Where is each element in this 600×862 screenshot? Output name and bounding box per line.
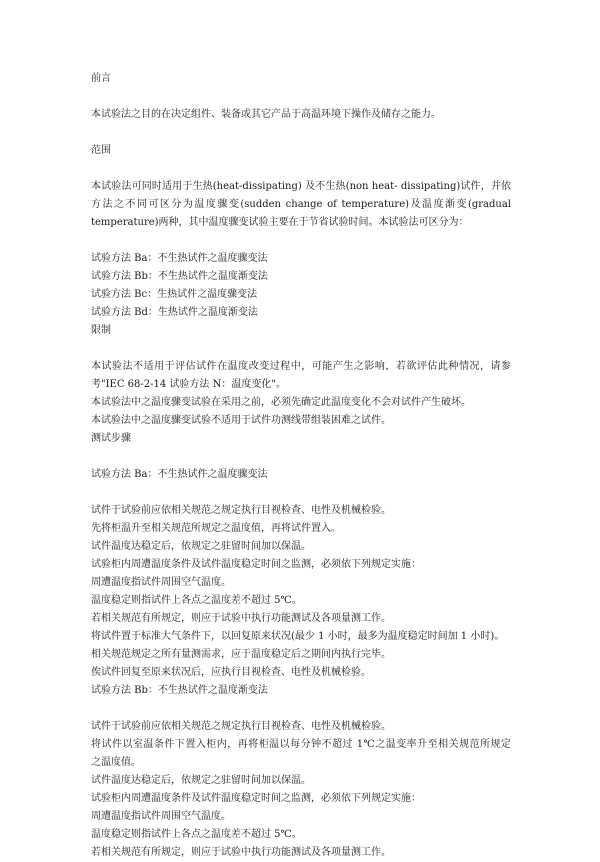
heading-steps: 测试步骤 bbox=[91, 433, 131, 444]
heading-preface: 前言 bbox=[91, 73, 111, 84]
document-page bbox=[91, 70, 511, 862]
step-line: 试件于试验前应依相关规范之规定执行目视检查、电性及机械检验。 bbox=[91, 721, 391, 732]
spacer bbox=[91, 484, 511, 502]
limits-line: 本试验法不适用于评估试件在温度改变过程中，可能产生之影响，若欲评估此种情况，请参 bbox=[91, 361, 511, 372]
method-item: 试验方法 Bd：生热试件之温度渐变法 bbox=[91, 307, 258, 318]
step-line: 试件于试验前应依相关规范之规定执行目视检查、电性及机械检验。 bbox=[91, 505, 391, 516]
method-bb-steps bbox=[91, 718, 511, 862]
scope-line: temperature)两种，其中温度骤变试验主要在于节省试验时间。本试验法可区分为： bbox=[91, 217, 469, 228]
step-line: 相关规范规定之所有量测需求，应于温度稳定后之期间内执行完毕。 bbox=[91, 649, 391, 660]
step-line: 试验柜内周遭温度条件及试件温度稳定时间之监测，必须依下列规定实施： bbox=[91, 793, 421, 804]
step-line: 试验柜内周遭温度条件及试件温度稳定时间之监测，必须依下列规定实施： bbox=[91, 559, 421, 570]
spacer bbox=[91, 124, 511, 142]
limits-line: 本试验法中之温度骤变试验在采用之前，必须先确定此温度变化不会对试件产生破坏。 bbox=[91, 397, 471, 408]
scope-line: 本试验法可同时适用于生热(heat-dissipating) 及不生热(non heat- dissipating)试件，并依 bbox=[91, 181, 511, 192]
spacer bbox=[91, 160, 511, 178]
scope-line: 方法之不同可区分为温度骤变(sudden change of temperature)及温度渐变(gradual bbox=[91, 199, 511, 210]
step-line: 温度稳定则指试件上各点之温度差不超过 5℃。 bbox=[91, 829, 302, 840]
step-line: 温度稳定则指试件上各点之温度差不超过 5℃。 bbox=[91, 595, 302, 606]
limits-line: 考"IEC 68-2-14 试验方法 N：温度变化"。 bbox=[91, 379, 286, 390]
step-line: 先将柜温升至相关规范所规定之温度值，再将试件置入。 bbox=[91, 523, 341, 534]
spacer bbox=[91, 700, 511, 718]
step-line: 俟试件回复至原来状况后，应执行目视检查、电性及机械检验。 bbox=[91, 667, 371, 678]
method-ba-title: 试验方法 Ba：不生热试件之温度骤变法 bbox=[91, 469, 268, 480]
spacer bbox=[91, 448, 511, 466]
spacer bbox=[91, 340, 511, 358]
step-line: 若相关规范有所规定，则应于试验中执行功能测试及各项量测工作。 bbox=[91, 847, 391, 858]
step-line: 若相关规范有所规定，则应于试验中执行功能测试及各项量测工作。 bbox=[91, 613, 391, 624]
step-line: 将试件以室温条件下置入柜内，再将柜温以每分钟不超过 1℃之温变率升至相关规范所规定 bbox=[91, 739, 511, 750]
method-list bbox=[91, 250, 511, 322]
limits-line: 本试验法中之温度骤变试验不适用于试件功测线带组装困难之试件。 bbox=[91, 415, 391, 426]
method-item: 试验方法 Bb：不生热试件之温度渐变法 bbox=[91, 271, 268, 282]
limits-paragraph bbox=[91, 358, 511, 430]
method-item: 试验方法 Ba：不生热试件之温度骤变法 bbox=[91, 253, 268, 264]
scope-paragraph bbox=[91, 178, 511, 232]
step-line: 之温度值。 bbox=[91, 757, 141, 768]
method-bb-title: 试验方法 Bb：不生热试件之温度渐变法 bbox=[91, 685, 268, 696]
preface-text: 本试验法之目的在决定组件、装备或其它产品于高温环境下操作及储存之能力。 bbox=[91, 109, 441, 120]
step-line: 周遭温度指试件周围空气温度。 bbox=[91, 577, 231, 588]
method-item: 试验方法 Bc：生热试件之温度骤变法 bbox=[91, 289, 258, 300]
spacer bbox=[91, 232, 511, 250]
step-line: 将试件置于标准大气条件下，以回复原来状况(最少 1 小时，最多为温度稳定时间加 1 小时)。 bbox=[91, 631, 505, 642]
step-line: 试件温度达稳定后，依规定之驻留时间加以保温。 bbox=[91, 775, 311, 786]
heading-limits: 限制 bbox=[91, 325, 111, 336]
method-ba-steps bbox=[91, 502, 511, 682]
heading-scope: 范围 bbox=[91, 145, 111, 156]
step-line: 试件温度达稳定后，依规定之驻留时间加以保温。 bbox=[91, 541, 311, 552]
spacer bbox=[91, 88, 511, 106]
step-line: 周遭温度指试件周围空气温度。 bbox=[91, 811, 231, 822]
